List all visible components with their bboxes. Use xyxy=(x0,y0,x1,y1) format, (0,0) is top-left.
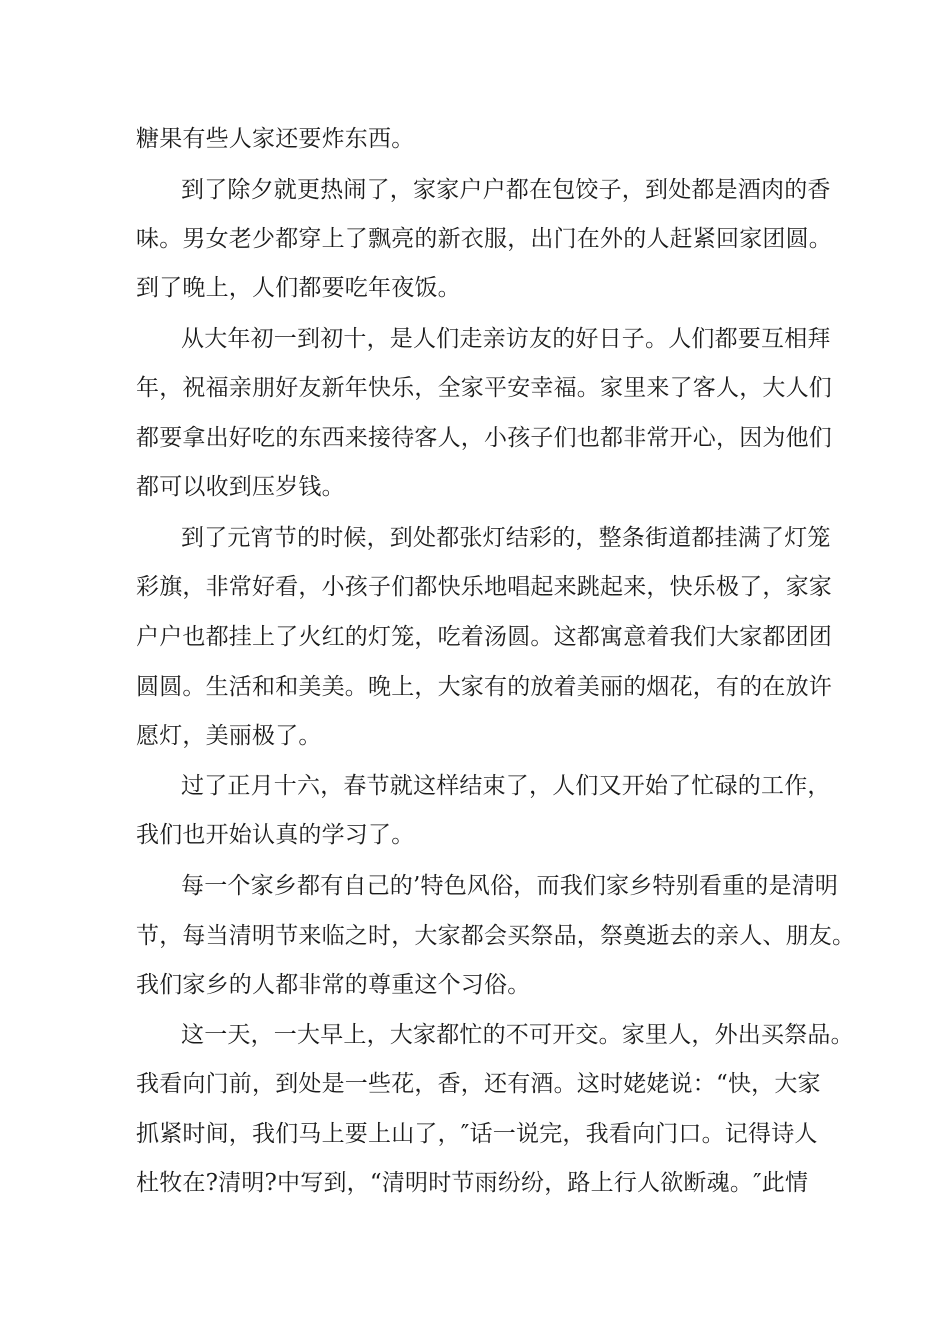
text-line: 圆圆。生活和和美美。晚上，大家有的放着美丽的烟花，有的在放许 xyxy=(136,674,832,700)
text-line: 味。男女老少都穿上了飘亮的新衣服，出门在外的人赶紧回家团圆。 xyxy=(136,226,832,252)
text-line: 糖果有些人家还要炸东西。 xyxy=(136,126,415,152)
paragraph-first-line: 到了除夕就更热闹了，家家户户都在包饺子，到处都是酒肉的香 xyxy=(181,177,831,203)
paragraph-first-line: 每一个家乡都有自己的’特色风俗，而我们家乡特别看重的是清明 xyxy=(181,873,839,899)
text-line: 抓紧时间，我们马上要上山了，″话一说完，我看向门口。记得诗人 xyxy=(136,1121,818,1147)
text-line: 户户也都挂上了火红的灯笼，吃着汤圆。这都寓意着我们大家都团团 xyxy=(136,624,832,650)
text-line: 愿灯，美丽极了。 xyxy=(136,723,322,749)
text-line: 节，每当清明节来临之时，大家都会买祭品，祭奠逝去的亲人、朋友。 xyxy=(136,923,856,949)
paragraph-first-line: 过了正月十六，春节就这样结束了，人们又开始了忙碌的工作， xyxy=(181,773,831,799)
text-line: 我们家乡的人都非常的尊重这个习俗。 xyxy=(136,972,531,998)
paragraph-first-line: 到了元宵节的时候，到处都张灯结彩的，整条街道都挂满了灯笼 xyxy=(181,525,831,551)
text-line: 都可以收到压岁钱。 xyxy=(136,474,345,500)
text-line: 我们也开始认真的学习了。 xyxy=(136,822,415,848)
text-line: 到了晚上，人们都要吃年夜饭。 xyxy=(136,275,461,301)
text-line: 年，祝福亲朋好友新年快乐，全家平安幸福。家里来了客人，大人们 xyxy=(136,375,832,401)
paragraph-first-line: 这一天，一大早上，大家都忙的不可开交。家里人，外出买祭品。 xyxy=(181,1022,854,1048)
text-line: 杜牧在?清明?中写到，“清明时节雨纷纷，路上行人欲断魂。″此情 xyxy=(136,1170,809,1196)
text-line: 彩旗，非常好看，小孩子们都快乐地唱起来跳起来，快乐极了，家家 xyxy=(136,574,832,600)
text-line: 我看向门前，到处是一些花，香，还有酒。这时姥姥说：“快，大家 xyxy=(136,1071,821,1097)
paragraph-first-line: 从大年初一到初十，是人们走亲访友的好日子。人们都要互相拜 xyxy=(181,326,831,352)
text-line: 都要拿出好吃的东西来接待客人，小孩子们也都非常开心，因为他们 xyxy=(136,425,832,451)
